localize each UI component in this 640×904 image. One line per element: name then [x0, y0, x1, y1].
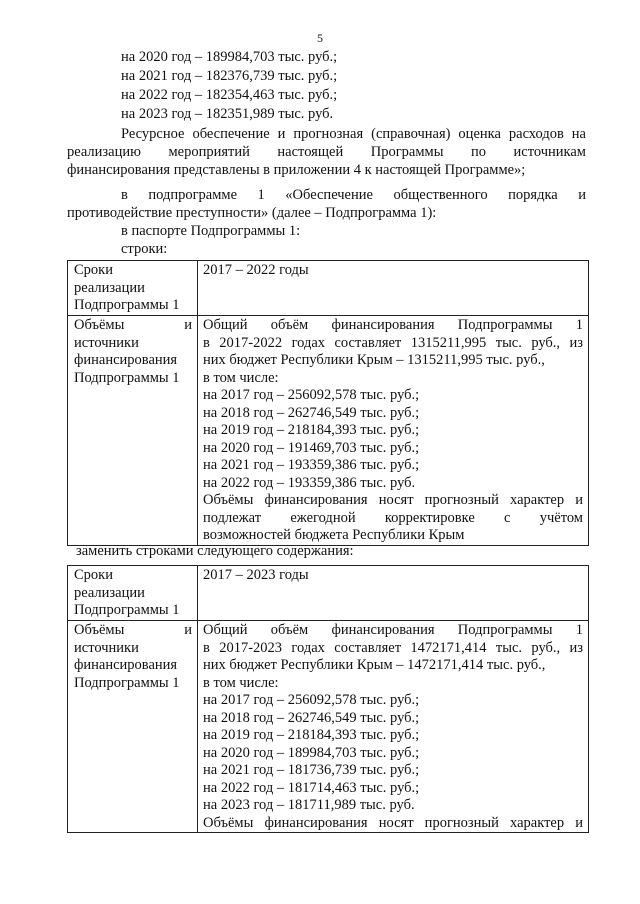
volume-year-line: на 2022 год – 181714,463 тыс. руб.;	[203, 779, 420, 796]
subprogram-paragraph-line: противодействие преступности» (далее – Подпрограмма 1):	[67, 205, 437, 221]
volume-label-line: Объёмы и	[74, 317, 192, 333]
term-row	[68, 566, 589, 621]
volume-text-line: них бюджет Республики Крым – 1315211,995 тыс. руб.,	[203, 352, 545, 368]
volume-label-line: финансирования	[74, 657, 178, 673]
page-number: 5	[317, 31, 323, 45]
volume-year-line: на 2020 год – 191469,703 тыс. руб.;	[203, 439, 420, 456]
term-label-line: Сроки	[74, 567, 113, 583]
volume-year-line: на 2022 год – 193359,386 тыс. руб.	[203, 474, 416, 491]
term-value: 2017 – 2023 годы	[203, 567, 309, 583]
new-passport-table	[67, 565, 589, 833]
volume-text-line: в том числе:	[203, 674, 279, 691]
term-label-cell	[68, 261, 198, 316]
volume-label-line: финансирования	[74, 352, 178, 368]
term-value-cell	[198, 261, 589, 316]
resource-paragraph-line: финансирования представлены в приложении 4 к настоящей Программе»;	[67, 162, 526, 178]
volume-year-line: на 2021 год – 193359,386 тыс. руб.;	[203, 457, 420, 473]
volume-label-cell	[68, 621, 198, 833]
rows-line: строки:	[121, 241, 168, 257]
term-label-line: реализации	[74, 279, 145, 296]
intro-year-line: на 2022 год – 182354,463 тыс. руб.;	[121, 87, 338, 103]
volume-text-line: Общий объём финансирования Подпрограммы 1	[203, 622, 583, 638]
volume-year-line: на 2023 год – 181711,989 тыс. руб.	[203, 797, 415, 813]
volume-value-cell	[198, 316, 589, 546]
forecast-text-line: возможностей бюджета Республики Крым	[203, 527, 465, 543]
volume-year-line: на 2019 год – 218184,393 тыс. руб.;	[203, 727, 420, 743]
volume-year-line: на 2019 год – 218184,393 тыс. руб.;	[203, 422, 420, 438]
subprogram-paragraph-line: в подпрограмме 1 «Обеспечение общественного порядка и	[121, 187, 586, 203]
volume-label-line: источники	[74, 334, 139, 351]
term-label-line: Сроки	[74, 262, 113, 278]
intro-year-line: на 2021 год – 182376,739 тыс. руб.;	[121, 68, 338, 84]
term-row	[68, 261, 589, 316]
passport-line: в паспорте Подпрограммы 1:	[121, 223, 301, 239]
volume-year-line: на 2017 год – 256092,578 тыс. руб.;	[203, 387, 420, 403]
intro-year-line: на 2023 год – 182351,989 тыс. руб.	[121, 106, 334, 122]
volume-text-line: в том числе:	[203, 369, 279, 386]
volume-year-line: на 2021 год – 181736,739 тыс. руб.;	[203, 762, 420, 778]
forecast-text-line: Объёмы финансирования носят прогнозный характер и	[203, 814, 583, 831]
volume-row	[68, 316, 589, 546]
volume-year-line: на 2018 год – 262746,549 тыс. руб.;	[203, 709, 420, 726]
volume-label-cell	[68, 316, 198, 546]
term-value: 2017 – 2022 годы	[203, 262, 309, 278]
term-value-cell	[198, 566, 589, 621]
replace-line: заменить строками следующего содержания:	[76, 543, 354, 559]
volume-row	[68, 621, 589, 833]
forecast-text-line: подлежат ежегодной корректировке с учётом	[203, 509, 583, 526]
volume-text-line: них бюджет Республики Крым – 1472171,414 тыс. руб.,	[203, 657, 546, 673]
volume-label-line: Объёмы и	[74, 622, 192, 638]
volume-value-cell	[198, 621, 589, 833]
volume-label-line: Подпрограммы 1	[74, 674, 180, 691]
resource-paragraph-line: Ресурсное обеспечение и прогнозная (справочная) оценка расходов на	[121, 126, 586, 142]
forecast-text-line: Объёмы финансирования носят прогнозный характер и	[203, 492, 583, 508]
old-passport-table	[67, 260, 589, 546]
resource-paragraph-line: реализацию мероприятий настоящей Программы по источникам	[67, 144, 586, 160]
term-label-line: Подпрограммы 1	[74, 602, 180, 618]
term-label-cell	[68, 566, 198, 621]
volume-year-line: на 2020 год – 189984,703 тыс. руб.;	[203, 744, 420, 761]
volume-label-line: Подпрограммы 1	[74, 369, 180, 386]
term-label-line: реализации	[74, 584, 145, 601]
volume-text-line: в 2017-2022 годах составляет 1315211,995 тыс. руб., из	[203, 334, 583, 351]
intro-year-line: на 2020 год – 189984,703 тыс. руб.;	[121, 49, 338, 65]
volume-text-line: в 2017-2023 годах составляет 1472171,414 тыс. руб., из	[203, 639, 583, 656]
volume-label-line: источники	[74, 639, 139, 656]
volume-text-line: Общий объём финансирования Подпрограммы 1	[203, 317, 583, 333]
term-label-line: Подпрограммы 1	[74, 297, 180, 313]
volume-year-line: на 2018 год – 262746,549 тыс. руб.;	[203, 404, 420, 421]
volume-year-line: на 2017 год – 256092,578 тыс. руб.;	[203, 692, 420, 708]
